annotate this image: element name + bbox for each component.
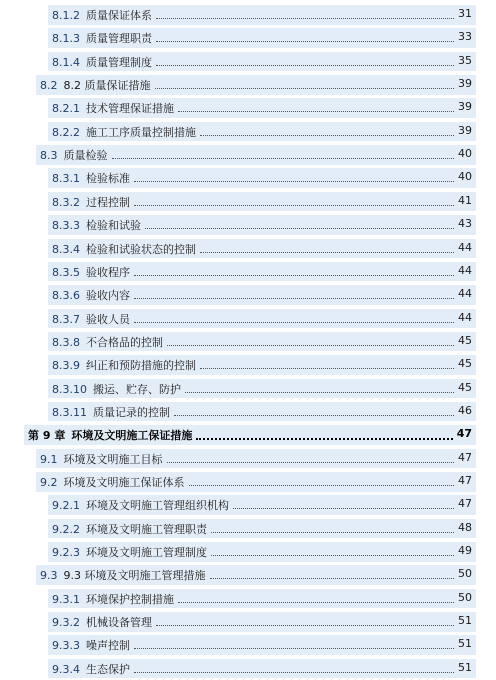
entry-label bbox=[52, 30, 152, 46]
entry-label bbox=[52, 217, 141, 233]
entry-number: 8.3.7 bbox=[52, 312, 80, 326]
entry-label bbox=[52, 521, 207, 537]
entry-label bbox=[52, 100, 174, 116]
entry-title: 环境及文明施工保证措施 bbox=[71, 429, 193, 443]
entry-number: 9.2.2 bbox=[52, 522, 80, 536]
entry-page-number: 47 bbox=[458, 497, 472, 511]
entry-label bbox=[52, 7, 152, 23]
toc-entry[interactable] bbox=[0, 307, 496, 331]
entry-title: 9.3 环境及文明施工管理措施 bbox=[63, 569, 206, 583]
entry-number: 8.1.3 bbox=[52, 32, 80, 46]
entry-title: 检验和试验 bbox=[86, 219, 141, 233]
entry-page-number: 50 bbox=[458, 567, 472, 581]
entry-page-number: 45 bbox=[458, 333, 472, 347]
toc-entry[interactable] bbox=[0, 540, 496, 564]
dot-leader bbox=[134, 322, 454, 323]
entry-number: 9.3.3 bbox=[52, 639, 80, 653]
entry-title: 噪声控制 bbox=[86, 639, 130, 653]
entry-label bbox=[40, 474, 185, 490]
entry-label bbox=[52, 194, 130, 210]
toc-entry[interactable] bbox=[0, 447, 496, 471]
entry-page-number: 47 bbox=[456, 427, 472, 441]
entry-label bbox=[52, 497, 229, 513]
entry-page-number: 51 bbox=[458, 660, 472, 674]
dot-leader bbox=[189, 485, 454, 486]
dot-leader bbox=[156, 625, 454, 626]
entry-title: 施工工序质量控制措施 bbox=[86, 125, 196, 139]
entry-label bbox=[40, 77, 151, 93]
entry-label bbox=[40, 147, 108, 163]
entry-label bbox=[52, 124, 196, 140]
entry-label bbox=[52, 264, 130, 280]
entry-number: 8.2 bbox=[40, 79, 58, 93]
entry-number: 9.3.4 bbox=[52, 662, 80, 676]
dot-leader bbox=[178, 111, 454, 112]
entry-page-number: 47 bbox=[458, 474, 472, 487]
entry-title: 环境及文明施工目标 bbox=[63, 452, 163, 466]
entry-title: 质量记录的控制 bbox=[93, 405, 170, 419]
entry-title: 检验和试验状态的控制 bbox=[86, 242, 196, 256]
entry-title: 质量管理制度 bbox=[86, 55, 152, 69]
entry-title: 环境及文明施工管理组织机构 bbox=[86, 499, 229, 513]
toc-entry[interactable] bbox=[0, 563, 496, 587]
toc-entry[interactable] bbox=[0, 213, 496, 237]
entry-page-number: 44 bbox=[458, 263, 472, 277]
entry-page-number: 51 bbox=[458, 637, 472, 651]
entry-label bbox=[52, 357, 196, 373]
entry-page-number: 46 bbox=[458, 403, 472, 417]
dot-leader bbox=[134, 672, 454, 673]
toc-entry[interactable] bbox=[0, 120, 496, 144]
entry-label bbox=[52, 381, 181, 397]
entry-number: 8.3.3 bbox=[52, 219, 80, 233]
dot-leader bbox=[178, 602, 454, 603]
entry-number: 8.3.10 bbox=[52, 382, 87, 396]
dot-leader bbox=[200, 135, 454, 136]
toc-entry[interactable] bbox=[0, 633, 496, 657]
entry-title: 过程控制 bbox=[86, 195, 130, 209]
entry-page-number: 44 bbox=[458, 310, 472, 324]
toc-entry[interactable] bbox=[0, 50, 496, 74]
entry-number: 8.3.1 bbox=[52, 172, 80, 186]
dot-leader bbox=[233, 508, 454, 509]
dot-leader bbox=[156, 65, 454, 66]
entry-label bbox=[52, 637, 130, 653]
entry-number: 8.3.9 bbox=[52, 359, 80, 373]
entry-label bbox=[52, 54, 152, 70]
entry-number: 9.2.1 bbox=[52, 499, 80, 513]
entry-number: 8.3.8 bbox=[52, 335, 80, 349]
dot-leader bbox=[185, 392, 454, 393]
entry-label bbox=[52, 404, 170, 420]
entry-title: 检验标准 bbox=[86, 172, 130, 186]
entry-number: 8.1.2 bbox=[52, 9, 80, 22]
dot-leader bbox=[200, 368, 454, 369]
entry-page-number: 39 bbox=[458, 123, 472, 137]
entry-page-number: 47 bbox=[458, 450, 472, 464]
entry-label bbox=[52, 334, 163, 350]
entry-title: 验收内容 bbox=[86, 289, 130, 303]
entry-page-number: 50 bbox=[458, 590, 472, 604]
dot-leader bbox=[145, 228, 454, 229]
entry-title: 生态保护 bbox=[86, 662, 130, 676]
entry-label bbox=[52, 614, 152, 630]
toc-entry[interactable] bbox=[0, 26, 496, 50]
entry-title: 验收人员 bbox=[86, 312, 130, 326]
entry-label bbox=[52, 311, 130, 327]
entry-page-number: 41 bbox=[458, 193, 472, 207]
entry-label bbox=[52, 591, 174, 607]
toc-entry[interactable] bbox=[0, 610, 496, 634]
entry-title: 技术管理保证措施 bbox=[86, 102, 174, 116]
toc-entry[interactable] bbox=[0, 587, 496, 611]
dot-leader bbox=[210, 578, 454, 579]
entry-title: 不合格品的控制 bbox=[86, 335, 163, 349]
toc-entry[interactable] bbox=[0, 260, 496, 284]
entry-page-number: 49 bbox=[458, 544, 472, 558]
entry-page-number: 39 bbox=[458, 77, 472, 91]
dot-leader bbox=[134, 181, 454, 182]
entry-number: 9.3 bbox=[40, 569, 58, 583]
entry-number: 9.3.2 bbox=[52, 616, 80, 630]
entry-page-number: 45 bbox=[458, 357, 472, 371]
entry-number: 8.3.4 bbox=[52, 242, 80, 256]
entry-label bbox=[52, 170, 130, 186]
entry-page-number: 43 bbox=[458, 217, 472, 231]
entry-page-number: 48 bbox=[458, 520, 472, 534]
entry-page-number: 51 bbox=[458, 614, 472, 628]
dot-leader bbox=[211, 555, 454, 556]
entry-page-number: 39 bbox=[458, 100, 472, 114]
toc-entry[interactable] bbox=[0, 377, 496, 401]
entry-title: 验收程序 bbox=[86, 265, 130, 279]
dot-leader bbox=[211, 532, 454, 533]
toc-entry[interactable] bbox=[0, 493, 496, 517]
entry-number: 8.2.1 bbox=[52, 102, 80, 116]
entry-number: 第 9 章 bbox=[28, 429, 66, 443]
entry-title: 机械设备管理 bbox=[86, 616, 152, 630]
entry-page-number: 45 bbox=[458, 380, 472, 394]
toc-entry[interactable] bbox=[0, 190, 496, 214]
entry-title: 环境及文明施工管理职责 bbox=[86, 522, 207, 536]
entry-page-number: 31 bbox=[458, 7, 472, 20]
dot-leader bbox=[156, 41, 454, 42]
entry-number: 8.3 bbox=[40, 149, 58, 163]
entry-label bbox=[52, 287, 130, 303]
dot-leader bbox=[196, 438, 453, 440]
entry-number: 9.2 bbox=[40, 476, 58, 489]
toc-entry[interactable] bbox=[0, 3, 496, 27]
toc-entry[interactable] bbox=[0, 283, 496, 307]
entry-label bbox=[52, 661, 130, 677]
dot-leader bbox=[200, 252, 454, 253]
entry-title: 环境及文明施工保证体系 bbox=[63, 476, 185, 489]
entry-number: 9.2.3 bbox=[52, 546, 80, 560]
entry-title: 质量保证体系 bbox=[86, 9, 152, 22]
entry-page-number: 40 bbox=[458, 147, 472, 161]
toc-entry[interactable] bbox=[0, 517, 496, 541]
toc-entry[interactable] bbox=[0, 400, 496, 424]
toc-entry[interactable] bbox=[0, 237, 496, 261]
entry-label bbox=[40, 451, 163, 467]
toc-entry[interactable] bbox=[0, 166, 496, 190]
dot-leader bbox=[134, 298, 454, 299]
entry-label bbox=[40, 567, 206, 583]
entry-number: 8.2.2 bbox=[52, 125, 80, 139]
toc-entry[interactable] bbox=[0, 657, 496, 680]
entry-title: 质量管理职责 bbox=[86, 32, 152, 46]
toc-entry[interactable] bbox=[0, 96, 496, 120]
dot-leader bbox=[174, 415, 454, 416]
dot-leader bbox=[167, 462, 454, 463]
toc-entry[interactable] bbox=[0, 470, 496, 494]
entry-page-number: 33 bbox=[458, 30, 472, 44]
toc-entry[interactable] bbox=[0, 353, 496, 377]
entry-title: 搬运、贮存、防护 bbox=[93, 382, 181, 396]
dot-leader bbox=[112, 158, 454, 159]
entry-number: 8.1.4 bbox=[52, 55, 80, 69]
entry-number: 8.3.2 bbox=[52, 195, 80, 209]
dot-leader bbox=[155, 88, 454, 89]
toc-entry[interactable] bbox=[0, 143, 496, 167]
dot-leader bbox=[134, 205, 454, 206]
toc-entry[interactable] bbox=[0, 330, 496, 354]
entry-number: 8.3.6 bbox=[52, 289, 80, 303]
toc-entry[interactable] bbox=[0, 73, 496, 97]
dot-leader bbox=[134, 648, 454, 649]
entry-title: 环境保护控制措施 bbox=[86, 592, 174, 606]
entry-page-number: 35 bbox=[458, 53, 472, 67]
toc-entry[interactable] bbox=[0, 423, 496, 447]
entry-title: 质量检验 bbox=[63, 149, 108, 163]
entry-number: 8.3.5 bbox=[52, 265, 80, 279]
entry-title: 纠正和预防措施的控制 bbox=[86, 359, 196, 373]
entry-label bbox=[28, 427, 192, 443]
entry-page-number: 40 bbox=[458, 170, 472, 184]
entry-page-number: 44 bbox=[458, 287, 472, 301]
entry-title: 8.2 质量保证措施 bbox=[63, 79, 151, 93]
entry-number: 8.3.11 bbox=[52, 405, 87, 419]
dot-leader bbox=[156, 18, 454, 19]
dot-leader bbox=[134, 275, 454, 276]
entry-number: 9.3.1 bbox=[52, 592, 80, 606]
entry-label bbox=[52, 544, 207, 560]
dot-leader bbox=[167, 345, 454, 346]
entry-page-number: 44 bbox=[458, 240, 472, 254]
entry-number: 9.1 bbox=[40, 452, 58, 466]
entry-title: 环境及文明施工管理制度 bbox=[86, 546, 207, 560]
entry-label bbox=[52, 241, 196, 257]
